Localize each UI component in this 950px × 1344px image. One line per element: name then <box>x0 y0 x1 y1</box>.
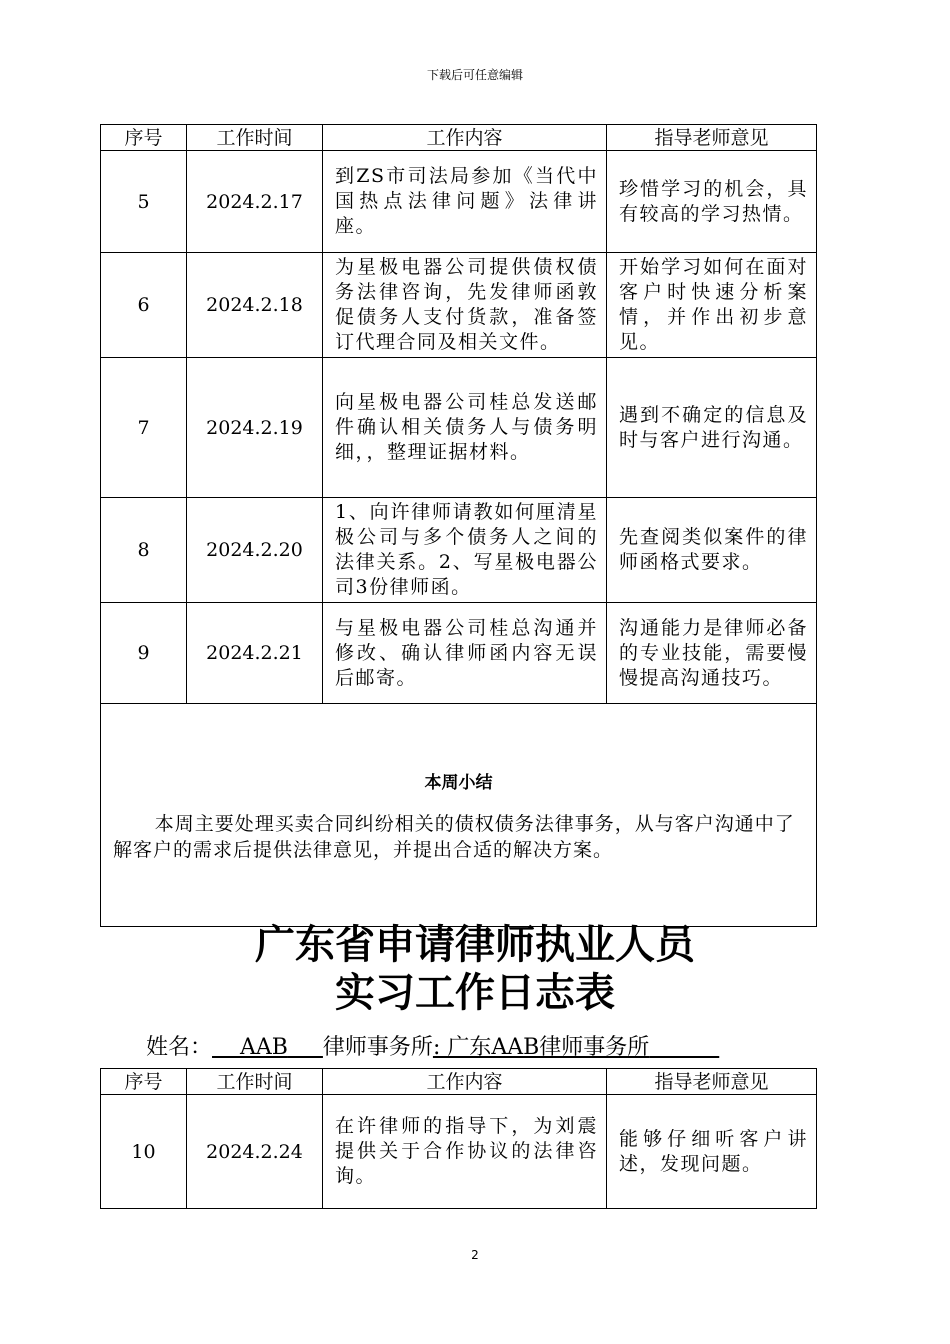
column-header-no: 序号 <box>101 125 187 151</box>
name-firm-line <box>146 1030 719 1061</box>
firm-label: 律师事务所 <box>322 1035 433 1060</box>
row-content: 1、向许律师请教如何厘清星极公司与多个债务人之间的法律关系。2、写星极电器公司3份律师函。 <box>323 498 607 603</box>
form-title-line2: 实习工作日志表 <box>335 970 615 1016</box>
table-row <box>101 603 817 704</box>
row-opinion: 能够仔细听客户讲述，发现问题。 <box>607 1095 817 1209</box>
column-header-no: 序号 <box>101 1069 187 1095</box>
name-value: AAB <box>240 1035 288 1060</box>
column-header-opinion: 指导老师意见 <box>607 125 817 151</box>
summary-title: 本周小结 <box>424 773 493 793</box>
form-title-line1: 广东省申请律师执业人员 <box>255 922 695 968</box>
row-opinion: 珍惜学习的机会，具有较高的学习热情。 <box>607 151 817 253</box>
row-date: 2024.2.18 <box>187 253 323 358</box>
summary-body: 本周主要处理买卖合同纠纷相关的债权债务法律事务，从与客户沟通中了解客户的需求后提供法律意见，并提出合适的解决方案。 <box>113 813 795 861</box>
weekly-summary-cell <box>101 704 817 927</box>
column-header-opinion: 指导老师意见 <box>607 1069 817 1095</box>
table-row <box>101 498 817 603</box>
firm-value: : 广东AAB律师事务所 <box>432 1035 650 1060</box>
row-date: 2024.2.17 <box>187 151 323 253</box>
column-header-content: 工作内容 <box>323 1069 607 1095</box>
header-note: 下载后可任意编辑 <box>426 68 523 82</box>
row-content: 向星极电器公司桂总发送邮件确认相关债务人与债务明细，，整理证据材料。 <box>323 358 607 498</box>
row-date: 2024.2.20 <box>187 498 323 603</box>
row-no: 8 <box>101 498 187 603</box>
row-no: 10 <box>101 1095 187 1209</box>
row-content: 为星极电器公司提供债权债务法律咨询，先发律师函敦促债务人支付货款，准备签订代理合同及相关文件。 <box>323 253 607 358</box>
work-log-table <box>100 124 817 927</box>
summary-row <box>101 704 817 927</box>
row-date: 2024.2.19 <box>187 358 323 498</box>
row-content: 在许律师的指导下，为刘震提供关于合作协议的法律咨询。 <box>323 1095 607 1209</box>
row-opinion: 先查阅类似案件的律师函格式要求。 <box>607 498 817 603</box>
name-label: 姓名： <box>146 1035 213 1060</box>
column-header-date: 工作时间 <box>187 1069 323 1095</box>
row-date: 2024.2.21 <box>187 603 323 704</box>
row-content: 到ZS市司法局参加《当代中国热点法律问题》法律讲座。 <box>323 151 607 253</box>
work-log-table-2 <box>100 1068 817 1209</box>
name-value-underlined <box>212 1035 323 1060</box>
row-no: 9 <box>101 603 187 704</box>
page-number: 2 <box>471 1248 479 1262</box>
table-header-row <box>101 1069 817 1095</box>
row-date: 2024.2.24 <box>187 1095 323 1209</box>
table-row <box>101 151 817 253</box>
row-opinion: 沟通能力是律师必备的专业技能，需要慢慢提高沟通技巧。 <box>607 603 817 704</box>
row-opinion: 遇到不确定的信息及时与客户进行沟通。 <box>607 358 817 498</box>
column-header-content: 工作内容 <box>323 125 607 151</box>
table-header-row <box>101 125 817 151</box>
table-row <box>101 253 817 358</box>
firm-value-underlined <box>433 1035 719 1060</box>
row-no: 6 <box>101 253 187 358</box>
table-row <box>101 358 817 498</box>
row-opinion: 开始学习如何在面对客户时快速分析案情，并作出初步意见。 <box>607 253 817 358</box>
table-row <box>101 1095 817 1209</box>
column-header-date: 工作时间 <box>187 125 323 151</box>
row-content: 与星极电器公司桂总沟通并修改、确认律师函内容无误后邮寄。 <box>323 603 607 704</box>
row-no: 7 <box>101 358 187 498</box>
row-no: 5 <box>101 151 187 253</box>
